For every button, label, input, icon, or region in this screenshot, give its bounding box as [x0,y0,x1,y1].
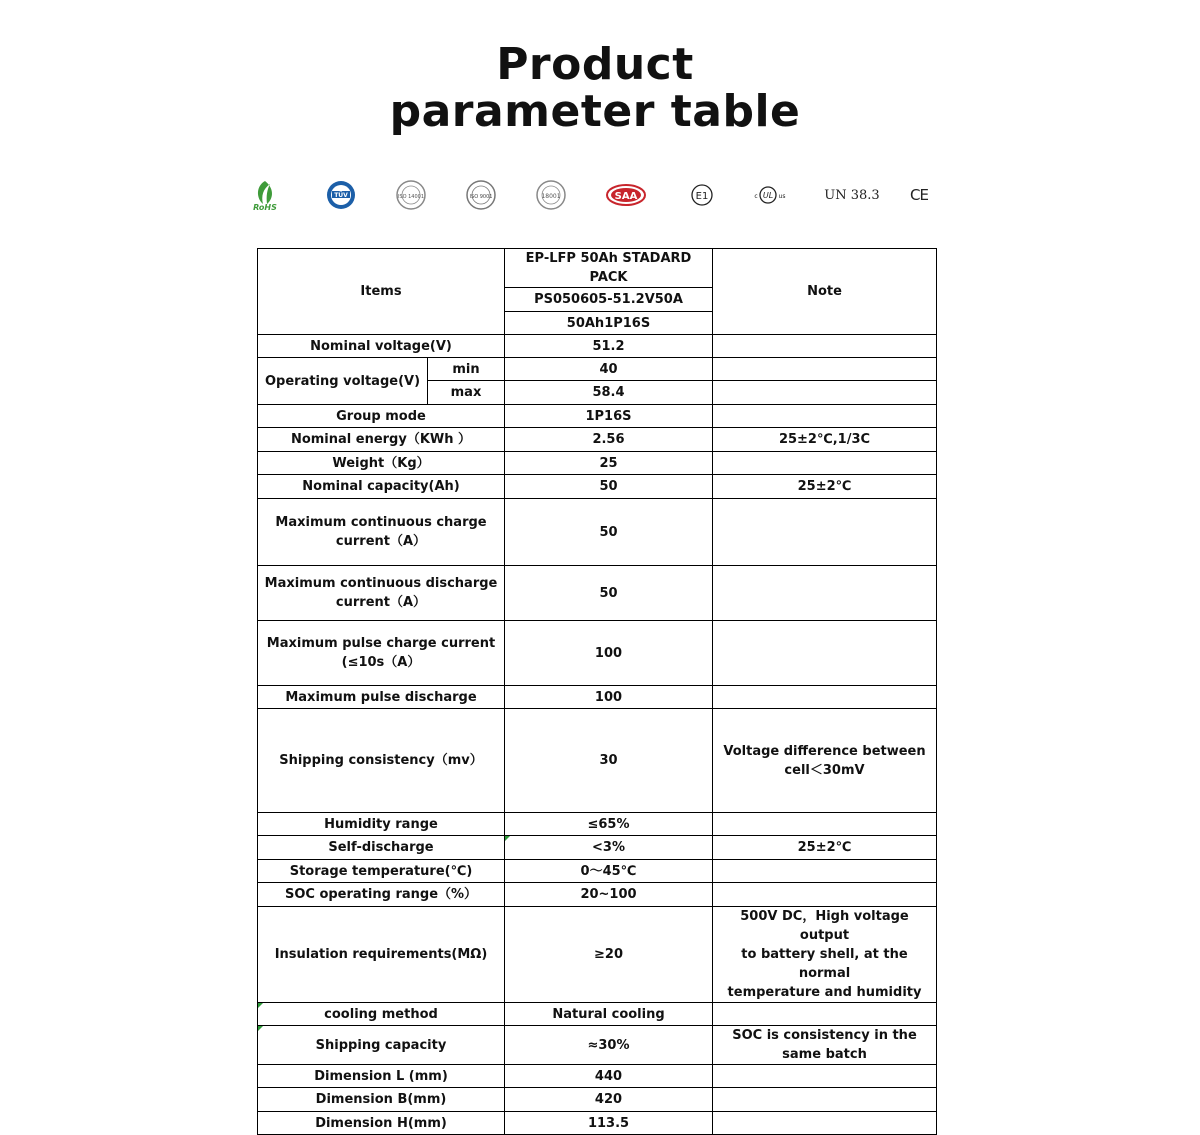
row-item: Nominal capacity(Ah) [258,475,505,499]
row-note-line: temperature and humidity [727,985,922,1000]
saa-icon [604,178,648,212]
row-value: 420 [505,1088,713,1112]
row-note: 25±2℃,1/3C [713,428,937,452]
header-items: Items [258,249,505,335]
row-note [713,709,937,813]
row-note [713,686,937,709]
table-header-row [258,249,937,288]
un383-icon: UN 38.3 [824,187,880,203]
row-item: Group mode [258,405,505,428]
iso14001-icon [394,178,428,212]
row-note [713,813,937,836]
row-note [713,1003,937,1026]
row-item: Shipping capacity [258,1026,505,1065]
row-value: 1P16S [505,405,713,428]
row-item-line: current（A） [335,534,427,549]
e-mark-icon [688,178,716,212]
table-row [258,907,937,1003]
table-row [258,335,937,358]
header-note: Note [713,249,937,335]
row-note [713,883,937,907]
row-note-line: cell＜30mV [784,762,865,778]
row-value: 2.56 [505,428,713,452]
table-row [258,499,937,566]
row-value: 58.4 [505,381,713,405]
tuv-icon [324,178,358,212]
row-value: 25 [505,452,713,475]
row-note [713,405,937,428]
row-note-line: to battery shell, at the normal [741,947,908,981]
row-subitem-min: min [428,358,505,381]
table-row [258,1088,937,1112]
row-note [713,1065,937,1088]
table-row [258,883,937,907]
table-row [258,1003,937,1026]
table-row [258,566,937,621]
table-row [258,358,937,381]
tuv-label: TÜV [334,192,348,199]
rohs-label: RoHS [253,203,277,212]
iso14001-label: ISO 14001 [397,194,425,200]
table-row [258,686,937,709]
row-note-line: SOC is consistency in the [732,1028,917,1043]
ul-suffix: us [778,193,786,200]
row-item [258,621,505,686]
row-note [713,621,937,686]
row-item: Self-discharge [258,836,505,860]
table-row [258,475,937,499]
row-value: 50 [505,499,713,566]
row-item: Operating voltage(V) [258,358,428,405]
row-value: 113.5 [505,1112,713,1135]
table-row [258,709,937,813]
row-value: 50 [505,566,713,621]
row-item-line: Maximum continuous discharge [264,576,498,591]
row-item: Weight（Kg） [258,452,505,475]
table-row [258,621,937,686]
row-note [713,358,937,381]
row-value: Natural cooling [505,1003,713,1026]
row-note [713,860,937,883]
row-value: 0～45℃ [505,860,713,883]
row-item: Nominal energy（KWh ） [258,428,505,452]
row-value: <3% [505,836,713,860]
row-item [258,499,505,566]
ul-label: UL [762,191,774,200]
row-note [713,566,937,621]
row-item-line: Maximum pulse charge current [266,636,496,651]
row-note [713,1026,937,1065]
parameter-table [257,248,937,1135]
ul-icon [750,178,790,212]
header-pack-config: 50Ah1P16S [505,312,713,335]
row-value: 100 [505,621,713,686]
title-line-1: Product [496,39,694,90]
header-pack-name: EP-LFP 50Ah STADARD PACK [505,249,713,288]
row-note: 25±2℃ [713,475,937,499]
row-value: 20~100 [505,883,713,907]
row-value: ≤65% [505,813,713,836]
table-row [258,405,937,428]
table-row [258,1112,937,1135]
row-item: Humidity range [258,813,505,836]
row-value: 51.2 [505,335,713,358]
title-line-2: parameter table [389,86,801,137]
ce-icon: CE [910,186,928,204]
row-value: 30 [505,709,713,813]
row-note: 25±2℃ [713,836,937,860]
row-item: Insulation requirements(MΩ) [258,907,505,1003]
row-note [713,1088,937,1112]
e-mark-label: E1 [695,191,709,202]
iso9001-label: ISO 9001 [469,194,493,200]
table-row [258,836,937,860]
row-item-line: (≤10s（A） [341,655,421,670]
row-item: Nominal voltage(V) [258,335,505,358]
row-item-line: Maximum continuous charge [275,515,487,530]
row-note [713,499,937,566]
row-value: 50 [505,475,713,499]
row-note-line: 500V DC，High voltage output [740,909,909,943]
ul-prefix: c [754,193,758,200]
row-note-line: same batch [782,1047,867,1062]
ohsas18001-icon [534,178,568,212]
row-item: SOC operating range（%） [258,883,505,907]
row-item: Shipping consistency（mv） [258,709,505,813]
table-row [258,860,937,883]
certification-logos [240,178,940,212]
table-row [258,1026,937,1065]
row-item [258,566,505,621]
row-note [713,335,937,358]
row-item: Dimension L (mm) [258,1065,505,1088]
table-row [258,428,937,452]
row-note [713,907,937,1003]
ohsas18001-label: 18001 [541,193,561,200]
rohs-icon [248,178,282,212]
table-row [258,452,937,475]
row-note [713,1112,937,1135]
row-value: 440 [505,1065,713,1088]
table-row [258,1065,937,1088]
row-item: cooling method [258,1003,505,1026]
row-value: 100 [505,686,713,709]
row-value: ≥20 [505,907,713,1003]
saa-label: SAA [614,191,638,202]
row-item-line: current（A） [335,595,427,610]
table-row [258,813,937,836]
row-item: Dimension H(mm) [258,1112,505,1135]
iso9001-icon [464,178,498,212]
row-item: Maximum pulse discharge [258,686,505,709]
row-value: 40 [505,358,713,381]
row-value: ≈30% [505,1026,713,1065]
row-item: Dimension B(mm) [258,1088,505,1112]
row-note [713,381,937,405]
header-pack-model: PS050605-51.2V50A [505,288,713,312]
row-item: Storage temperature(℃) [258,860,505,883]
row-note-line: Voltage difference between [723,743,926,759]
row-note [713,452,937,475]
row-subitem-max: max [428,381,505,405]
